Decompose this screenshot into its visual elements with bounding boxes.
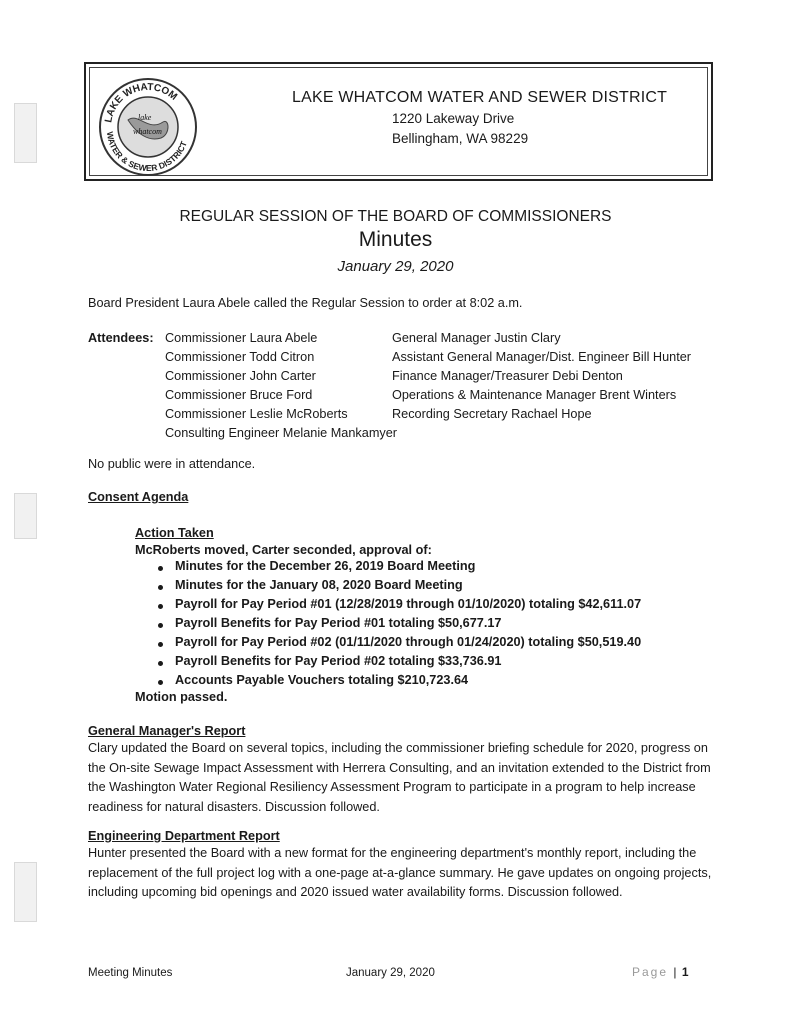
attendees-commissioners — [165, 331, 395, 426]
svg-text:LAKE WHATCOM: LAKE WHATCOM — [103, 81, 179, 124]
svg-text:whatcom: whatcom — [133, 127, 162, 136]
footer-page-number — [632, 965, 689, 979]
gm-report-body: Clary updated the Board on several topics, including the commissioner briefing schedule for 2020, progress on the On-site Sewage Impact Assessment with Herrera Consulting, and an invitation extended to the District from the Washington Water Regional Resiliency Assessment Program to participate in a program to help increase readiness for natural disasters. Discussion followed. — [88, 741, 711, 814]
list-item: Payroll Benefits for Pay Period #01 totaling $50,677.17 — [155, 616, 641, 635]
section-heading-consent-agenda: Consent Agenda — [88, 490, 189, 504]
doc-date: January 29, 2020 — [337, 258, 454, 275]
attendee: Operations & Maintenance Manager Brent Winters — [392, 388, 677, 402]
attendee: General Manager Justin Clary — [392, 331, 561, 345]
org-name: LAKE WHATCOM WATER AND SEWER DISTRICT — [292, 89, 668, 106]
doc-title: Minutes — [358, 228, 433, 251]
page-label: Page — [632, 965, 669, 979]
org-city: Bellingham, WA 98229 — [392, 131, 529, 146]
list-item: Accounts Payable Vouchers totaling $210,723.64 — [155, 673, 641, 692]
attendee: Commissioner Leslie McRoberts — [165, 407, 348, 421]
attendee: Commissioner John Carter — [165, 369, 316, 383]
section-heading-engineering-report: Engineering Department Report — [88, 829, 280, 843]
svg-text:WATER & SEWER DISTRICT: WATER & SEWER DISTRICT — [104, 130, 189, 174]
list-item: Payroll for Pay Period #02 (01/11/2020 through 01/24/2020) totaling $50,519.40 — [155, 635, 641, 654]
scan-tab-mark — [14, 493, 37, 539]
list-item: Payroll for Pay Period #01 (12/28/2019 through 01/10/2020) totaling $42,611.07 — [155, 597, 641, 616]
attendee: Commissioner Laura Abele — [165, 331, 318, 345]
list-item: Payroll Benefits for Pay Period #02 totaling $33,736.91 — [155, 654, 641, 673]
attendee: Assistant General Manager/Dist. Engineer Bill Hunter — [392, 350, 691, 364]
consent-items-list — [155, 559, 641, 692]
attendee: Commissioner Todd Citron — [165, 350, 315, 364]
motion-result: Motion passed. — [135, 690, 228, 704]
scan-tab-mark — [14, 862, 37, 922]
list-item: Minutes for the December 26, 2019 Board Meeting — [155, 559, 641, 578]
scan-tab-mark — [14, 103, 37, 163]
page-number: 1 — [681, 965, 689, 979]
motion-line: McRoberts moved, Carter seconded, approval of: — [135, 543, 432, 557]
call-to-order: Board President Laura Abele called the Regular Session to order at 8:02 a.m. — [88, 296, 523, 310]
session-title: REGULAR SESSION OF THE BOARD OF COMMISSIONERS — [179, 208, 612, 225]
district-logo-seal — [93, 72, 203, 182]
list-item: Minutes for the January 08, 2020 Board Meeting — [155, 578, 641, 597]
attendees-staff — [392, 331, 732, 426]
engineering-report-body: Hunter presented the Board with a new format for the engineering department's monthly report, including the replacement of the full project log with a one-page at-a-glance summary. He gave updates on ongoing projects, including upcoming bid openings and 2020 issued water availability forms. Discussion followed. — [88, 846, 712, 899]
attendees-label: Attendees: — [88, 331, 154, 345]
attendee-consultant: Consulting Engineer Melanie Mankamyer — [165, 426, 398, 440]
action-taken-heading: Action Taken — [135, 526, 214, 540]
section-heading-gm-report: General Manager's Report — [88, 724, 246, 738]
attendee: Recording Secretary Rachael Hope — [392, 407, 592, 421]
footer-date: January 29, 2020 — [346, 967, 435, 979]
attendee: Finance Manager/Treasurer Debi Denton — [392, 369, 623, 383]
attendee: Commissioner Bruce Ford — [165, 388, 313, 402]
org-address: 1220 Lakeway Drive — [392, 111, 515, 126]
public-note: No public were in attendance. — [88, 457, 256, 471]
footer-doc-type: Meeting Minutes — [88, 967, 173, 979]
page-separator: | — [673, 965, 677, 979]
svg-text:lake: lake — [138, 113, 152, 122]
